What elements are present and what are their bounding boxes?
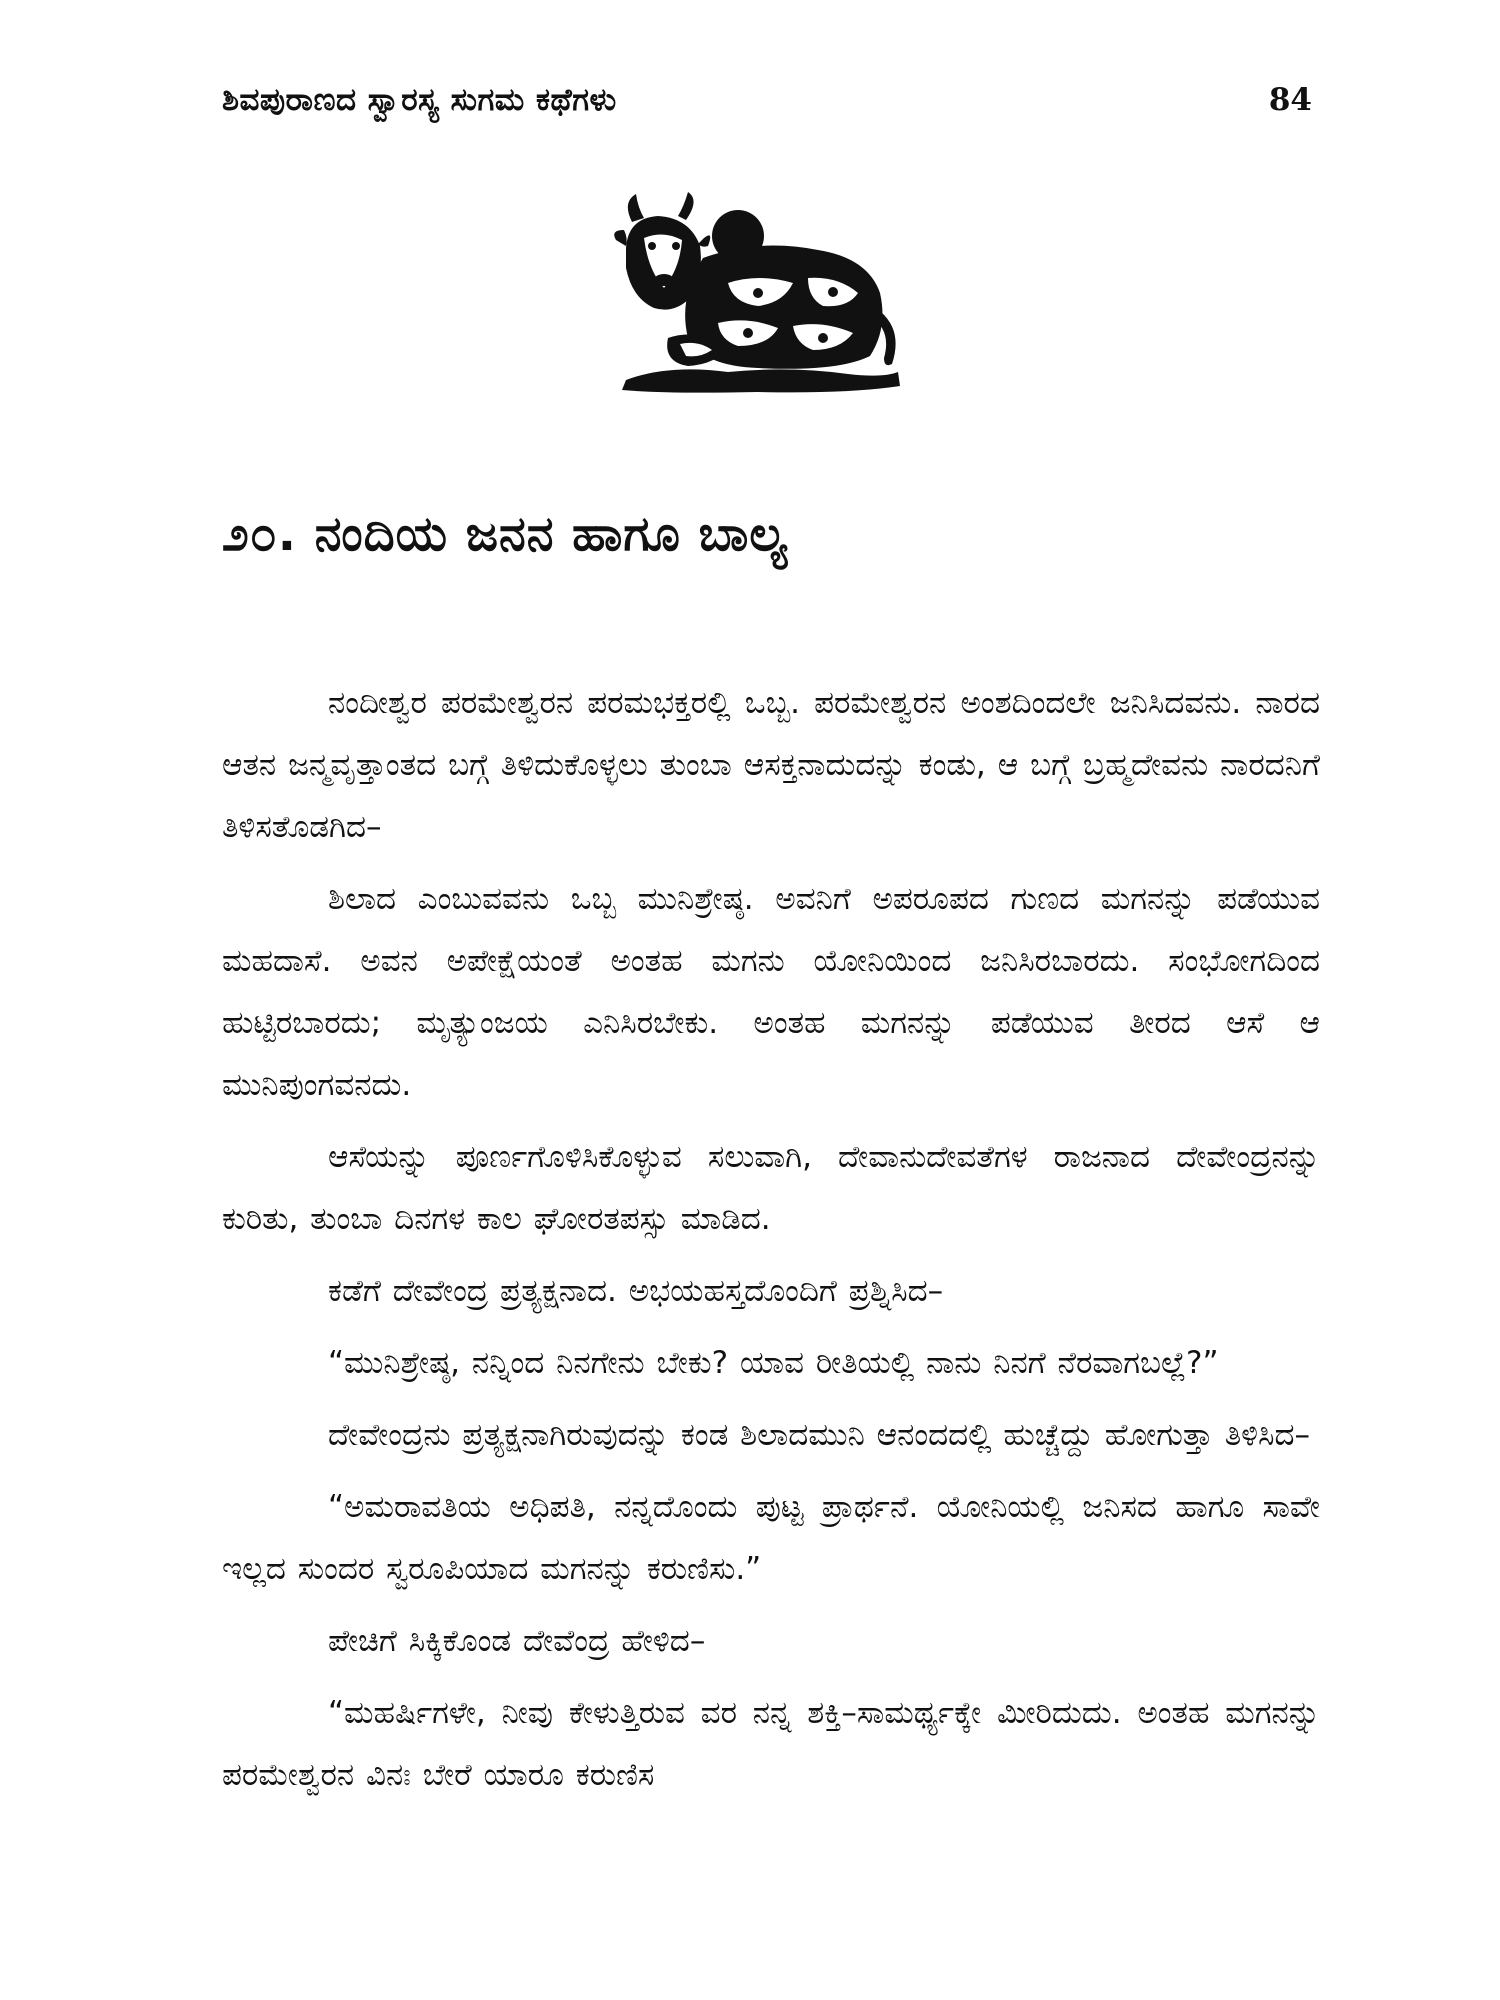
paragraph: “ಮಹರ್ಷಿಗಳೇ, ನೀವು ಕೇಳುತ್ತಿರುವ ವರ ನನ್ನ ಶಕ್ತಿ–ಸಾಮರ್ಥ್ಯಕ್ಕೇ ಮೀರಿದುದು. ಅಂತಹ ಮಗನನ್ನು ಪರಮೇಶ್ವರನ ವಿನಃ ಬೇರೆ ಯಾರೂ ಕರುಣಿಸ [222,1695,1320,1793]
page-number: 84 [1268,82,1312,118]
running-header [222,82,1312,132]
paragraph: ನಂದೀಶ್ವರ ಪರಮೇಶ್ವರನ ಪರಮಭಕ್ತರಲ್ಲಿ ಒಬ್ಬ. ಪರಮೇಶ್ವರನ ಅಂಶದಿಂದಲೇ ಜನಿಸಿದವನು. ನಾರದ ಆತನ ಜನ್ಮವೃತ್ತಾಂತದ ಬಗ್ಗೆ ತಿಳಿದುಕೊಳ್ಳಲು ತುಂಬಾ ಆಸಕ್ತನಾದುದನ್ನು ಕಂಡು, ಆ ಬಗ್ಗೆ ಬ್ರಹ್ಮದೇವನು ನಾರದನಿಗೆ ತಿಳಿಸತೊಡಗಿದ– [222,685,1320,845]
paragraph: “ಮುನಿಶ್ರೇಷ್ಠ, ನನ್ನಿಂದ ನಿನಗೇನು ಬೇಕು? ಯಾವ ರೀತಿಯಲ್ಲಿ ನಾನು ನಿನಗೆ ನೆರವಾಗಬಲ್ಲೆ?” [328,1345,1219,1381]
paragraph: ಪೇಚಿಗೆ ಸಿಕ್ಕಿಕೊಂಡ ದೇವೆಂದ್ರ ಹೇಳಿದ– [328,1623,706,1659]
paragraph: ಶಿಲಾದ ಎಂಬುವವನು ಒಬ್ಬ ಮುನಿಶ್ರೇಷ್ಠ. ಅವನಿಗೆ ಅಪರೂಪದ ಗುಣದ ಮಗನನ್ನು ಪಡೆಯುವ ಮಹದಾಸೆ. ಅವನ ಅಪೇಕ್ಷೆಯಂತೆ ಅಂತಹ ಮಗನು ಯೋನಿಯಿಂದ ಜನಿಸಿರಬಾರದು. ಸಂಭೋಗದಿಂದ ಹುಟ್ಟಿರಬಾರದು; ಮೃತ್ಯುಂಜಯ ಎನಿಸಿರಬೇಕು. ಅಂತಹ ಮಗನನ್ನು ಪಡೆಯುವ ತೀರದ ಆಸೆ ಆ ಮುನಿಪುಂಗವನದು. [222,881,1320,1103]
nandi-bull-icon [608,188,910,398]
running-title: ಶಿವಪುರಾಣದ ಸ್ವಾರಸ್ಯ ಸುಗಮ ಕಥೆಗಳು [222,82,617,118]
paragraph: “ಅಮರಾವತಿಯ ಅಧಿಪತಿ, ನನ್ನದೊಂದು ಪುಟ್ಟ ಪ್ರಾರ್ಥನೆ. ಯೋನಿಯಲ್ಲಿ ಜನಿಸದ ಹಾಗೂ ಸಾವೇ ಇಲ್ಲದ ಸುಂದರ ಸ್ವರೂಪಿಯಾದ ಮಗನನ್ನು ಕರುಣಿಸು.” [222,1489,1320,1587]
paragraph: ಆಸೆಯನ್ನು ಪೂರ್ಣಗೊಳಿಸಿಕೊಳ್ಳುವ ಸಲುವಾಗಿ, ದೇವಾನುದೇವತೆಗಳ ರಾಜನಾದ ದೇವೇಂದ್ರನನ್ನು ಕುರಿತು, ತುಂಬಾ ದಿನಗಳ ಕಾಲ ಘೋರತಪಸ್ಸು ಮಾಡಿದ. [222,1139,1320,1237]
paragraph: ಕಡೆಗೆ ದೇವೇಂದ್ರ ಪ್ರತ್ಯಕ್ಷನಾದ. ಅಭಯಹಸ್ತದೊಂದಿಗೆ ಪ್ರಶ್ನಿಸಿದ– [328,1273,944,1309]
paragraph: ದೇವೇಂದ್ರನು ಪ್ರತ್ಯಕ್ಷನಾಗಿರುವುದನ್ನು ಕಂಡ ಶಿಲಾದಮುನಿ ಆನಂದದಲ್ಲಿ ಹುಚ್ಚೆದ್ದು ಹೋಗುತ್ತಾ ತಿಳಿಸಿದ– [328,1417,1311,1453]
nandi-bull-illustration [608,188,910,398]
chapter-heading: ೨೦. ನಂದಿಯ ಜನನ ಹಾಗೂ ಬಾಲ್ಯ [222,506,789,562]
body-text [222,672,1320,1816]
